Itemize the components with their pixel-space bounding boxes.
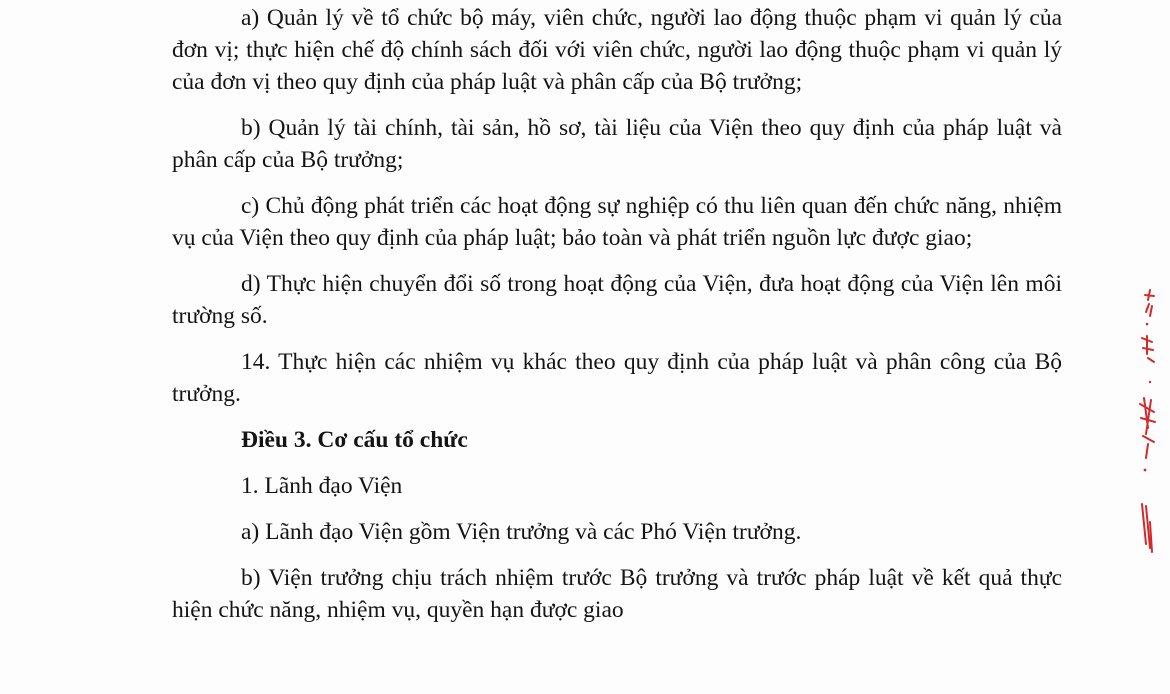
clause-d-digital: d) Thực hiện chuyển đổi số trong hoạt động của Viện, đưa hoạt động của Viện lên môi trường số.	[172, 271, 1062, 329]
clipped-last-paragraph	[172, 562, 1062, 623]
clause-b-finance: b) Quản lý tài chính, tài sản, hồ sơ, tài liệu của Viện theo quy định của pháp luật và phân cấp của Bộ trưởng;	[172, 115, 1062, 173]
red-stamp-mark	[1128, 286, 1168, 586]
clause-a-personnel: a) Quản lý về tổ chức bộ máy, viên chức, người lao động thuộc phạm vi quản lý của đơn vị; thực hiện chế độ chính sách đối với viên chức, người lao động thuộc phạm vi quản lý của đơn vị theo quy định của pháp luật và phân cấp của Bộ trưởng;	[172, 5, 1062, 95]
article-3-heading: Điều 3. Cơ cấu tổ chức	[241, 427, 468, 453]
item-1-leadership: 1. Lãnh đạo Viện	[241, 473, 403, 499]
clause-c-activities: c) Chủ động phát triển các hoạt động sự nghiệp có thu liên quan đến chức năng, nhiệm vụ của Viện theo quy định của pháp luật; bảo toàn và phát triển nguồn lực được giao;	[172, 193, 1062, 251]
clause-a-leadership-members: a) Lãnh đạo Viện gồm Viện trưởng và các Phó Viện trưởng.	[241, 519, 802, 545]
item-14-other-duties: 14. Thực hiện các nhiệm vụ khác theo quy định của pháp luật và phân công của Bộ trưởng.	[172, 349, 1062, 407]
document-body	[172, 2, 1062, 623]
clause-b-director-responsibility: b) Viện trưởng chịu trách nhiệm trước Bộ trưởng và trước pháp luật về kết quả thực hiện chức năng, nhiệm vụ, quyền hạn được giao	[172, 565, 1062, 623]
